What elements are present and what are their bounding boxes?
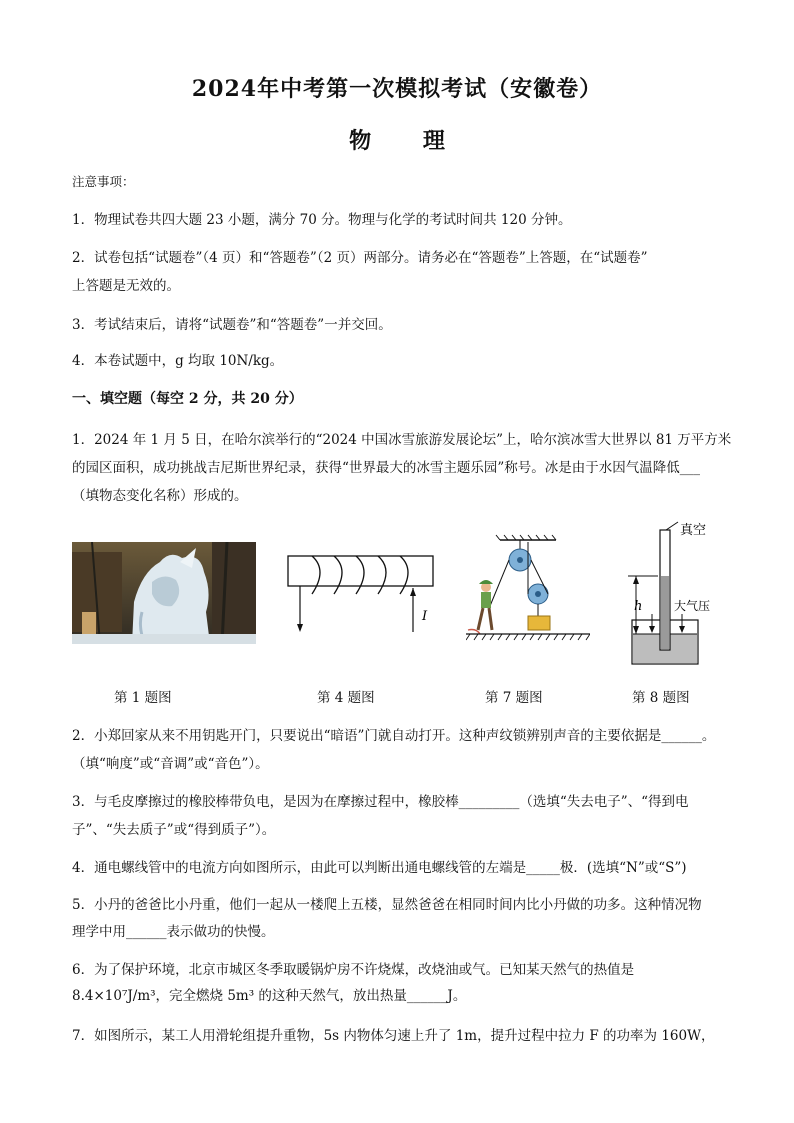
figure-1-caption: 第 1 题图 <box>114 690 172 706</box>
notes-heading: 注意事项： <box>72 174 135 189</box>
q1-line-1: 1．2024 年 1 月 5 日，在哈尔滨举行的“2024 中国冰雪旅游发展论坛”上，哈尔滨冰雪大世界以 81 万平方米 <box>72 432 732 448</box>
current-label: I <box>422 609 428 624</box>
vacuum-label: 真空 <box>680 523 707 538</box>
q4-line-1: 4．通电螺线管中的电流方向如图所示，由此可以判断出通电螺线管的左端是_____极．(选填“N”或“S”) <box>72 860 687 876</box>
section-heading: 一、填空题（每空 2 分，共 20 分） <box>72 391 303 407</box>
q1-line-2: 的园区面积，成功挑战吉尼斯世界纪录，获得“世界最大的冰雪主题乐园”称号。冰是由于水因气温降低___ <box>72 460 701 476</box>
q5-line-2: 理学中用______表示做功的快慢。 <box>72 924 275 940</box>
pulley-diagram <box>466 530 590 650</box>
torricelli-barometer-diagram <box>622 518 734 668</box>
q2-line-1: 2．小郑回家从来不用钥匙开门，只要说出“暗语”门就自动打开。这种声纹锁辨别声音的主要依据是______。 <box>72 728 716 744</box>
note-item-4: 4．本卷试题中，g 均取 10N/kg。 <box>72 353 284 369</box>
figure-4-caption: 第 4 题图 <box>317 690 375 706</box>
subject-title: 物 理 <box>349 128 467 154</box>
note-item-1: 1．物理试卷共四大题 23 小题，满分 70 分。物理与化学的考试时间共 120 分钟。 <box>72 212 572 228</box>
note-item-2-cont: 上答题是无效的。 <box>72 278 180 294</box>
q3-line-1: 3．与毛皮摩擦过的橡胶棒带负电，是因为在摩擦过程中，橡胶棒_________（选填“失去电子”、“得到电 <box>72 794 689 810</box>
figure-8-caption: 第 8 题图 <box>632 690 690 706</box>
solenoid-diagram <box>282 548 442 640</box>
figure-7-caption: 第 7 题图 <box>485 690 543 706</box>
q6-line-2: 8.4×10⁷J/m³，完全燃烧 5m³ 的这种天然气，放出热量______J。 <box>72 988 467 1004</box>
ice-sculpture-photo <box>72 542 256 644</box>
atmospheric-pressure-label: 大气压 <box>674 599 711 613</box>
note-item-3: 3．考试结束后，请将“试题卷”和“答题卷”一并交回。 <box>72 317 392 333</box>
q3-line-2: 子”、“失去质子”或“得到质子”）。 <box>72 822 276 838</box>
h-label: h <box>634 599 643 614</box>
q1-line-3: （填物态变化名称）形成的。 <box>72 488 248 504</box>
note-item-2: 2．试卷包括“试题卷”（4 页）和“答题卷”（2 页）两部分。请务必在“答题卷”上答题，在“试题卷” <box>72 250 648 266</box>
q5-line-1: 5．小丹的爸爸比小丹重，他们一起从一楼爬上五楼，显然爸爸在相同时间内比小丹做的功多。这种情况物 <box>72 897 702 913</box>
exam-title: 2024年中考第一次模拟考试（安徽卷） <box>191 76 603 102</box>
q6-line-1: 6．为了保护环境，北京市城区冬季取暖锅炉房不许烧煤，改烧油或气。已知某天然气的热值是 <box>72 962 635 978</box>
q2-line-2: （填“响度”或“音调”或“音色”）。 <box>72 756 269 772</box>
q7-line-1: 7．如图所示，某工人用滑轮组提升重物，5s 内物体匀速上升了 1m，提升过程中拉力 F 的功率为 160W， <box>72 1028 715 1044</box>
